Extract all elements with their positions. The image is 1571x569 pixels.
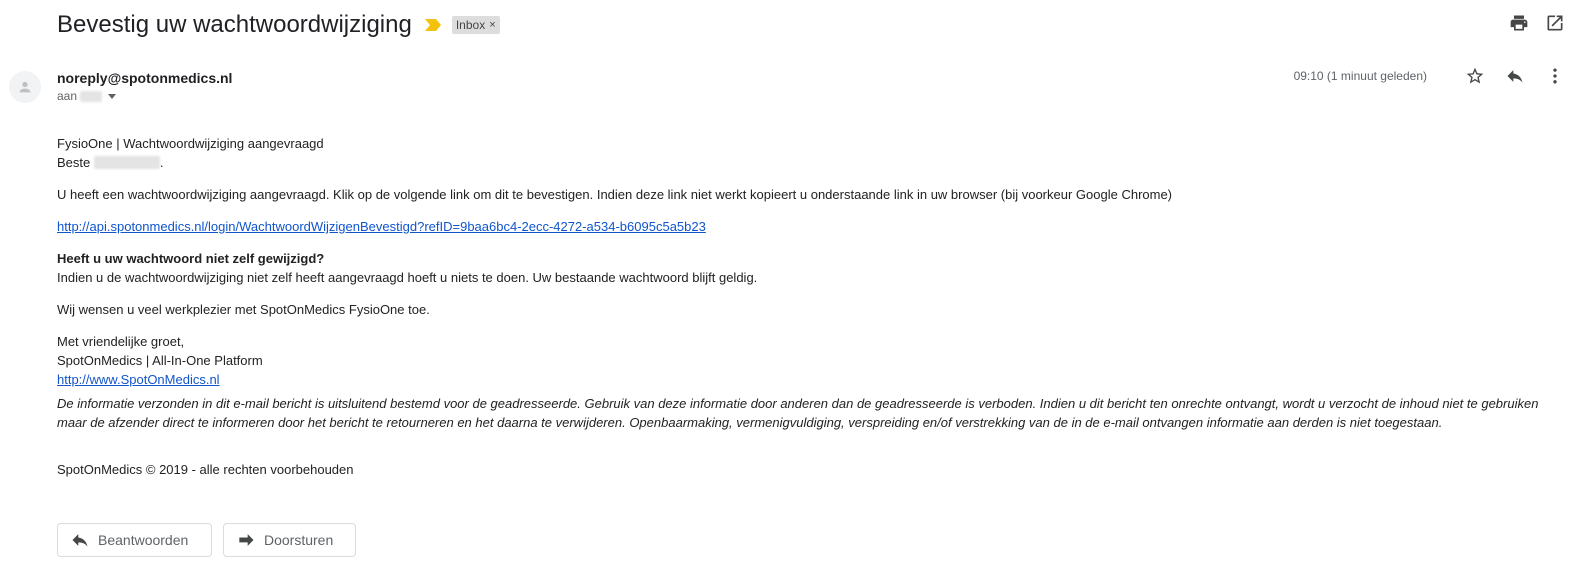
inbox-label-chip[interactable] [452, 16, 500, 34]
more-vert-icon[interactable] [1545, 66, 1565, 86]
signature-text: SpotOnMedics | All-In-One Platform [57, 353, 263, 368]
reply-button[interactable] [57, 523, 212, 557]
remove-label-icon[interactable]: × [489, 19, 496, 31]
disclaimer-text: De informatie verzonden in dit e-mail bericht is uitsluitend bestemd voor de geadresseerde. Gebruik van deze informatie door anderen dan de geadresseerde is verboden. Indien u dit bericht ten onrechte ontvangt, wordt u verzocht de inhoud niet te gebruiken maar de afzender direct te informeren door het bericht te retourneren en het daarna te verwijderen. Openbaarmaking, vermenigvuldiging, verspreiding en/of verstrekking van de in de e-mail ontvangen informatie aan derden is niet toegestaan. [57, 396, 1539, 430]
redacted-name [94, 156, 160, 169]
label-text: Inbox [455, 18, 486, 32]
importance-marker-icon[interactable] [424, 18, 442, 32]
not-changed-heading: Heeft u uw wachtwoord niet zelf gewijzigd? [57, 251, 325, 266]
message-meta [1294, 66, 1565, 86]
recipient-row [57, 88, 116, 104]
reply-icon[interactable] [1505, 66, 1525, 86]
sender-address[interactable]: noreply@spotonmedics.nl [57, 70, 233, 86]
reply-icon [70, 530, 90, 550]
sender-avatar[interactable] [9, 71, 41, 103]
bottom-action-buttons [57, 523, 356, 557]
wish-text: Wij wensen u veel werkplezier met SpotOnMedics FysioOne toe. [57, 302, 430, 317]
forward-icon [236, 530, 256, 550]
email-body [57, 134, 1547, 479]
greeting-line [57, 153, 1547, 172]
greeting-prefix: Beste [57, 155, 91, 170]
copyright-text: SpotOnMedics © 2019 - alle rechten voorbehouden [57, 462, 354, 477]
instruction-text: U heeft een wachtwoordwijziging aangevraagd. Klik op de volgende link om dit te bevestigen. Indien deze link niet werkt kopieert u onderstaande link in uw browser (bij voorkeur Google Chrome) [57, 187, 1173, 202]
top-actions [1509, 13, 1565, 33]
to-prefix: aan [57, 89, 78, 103]
forward-button[interactable] [223, 523, 356, 557]
message-timestamp: 09:10 (1 minuut geleden) [1293, 69, 1427, 83]
open-in-new-window-icon[interactable] [1545, 13, 1565, 33]
greeting-suffix: . [159, 155, 164, 170]
subject-row [57, 8, 500, 42]
show-details-chevron-icon[interactable] [108, 94, 116, 99]
closing-text: Met vriendelijke groet, [57, 334, 185, 349]
redacted-recipient [80, 91, 102, 102]
forward-button-label: Doorsturen [264, 532, 334, 548]
not-changed-text: Indien u de wachtwoordwijziging niet zelf heeft aangevraagd hoeft u niets te doen. Uw bestaande wachtwoord blijft geldig. [57, 270, 758, 285]
print-icon[interactable] [1509, 13, 1529, 33]
email-subject: Bevestig uw wachtwoordwijziging [57, 11, 412, 38]
body-title-line: FysioOne | Wachtwoordwijziging aangevraagd [57, 136, 324, 151]
person-icon [15, 77, 35, 97]
confirm-link[interactable]: http://api.spotonmedics.nl/login/WachtwoordWijzigenBevestigd?refID=9baa6bc4-2ecc-4272-a534-b6095c5a5b23 [57, 219, 706, 234]
website-link[interactable]: http://www.SpotOnMedics.nl [57, 372, 220, 387]
star-icon[interactable] [1465, 66, 1485, 86]
reply-button-label: Beantwoorden [98, 532, 189, 548]
